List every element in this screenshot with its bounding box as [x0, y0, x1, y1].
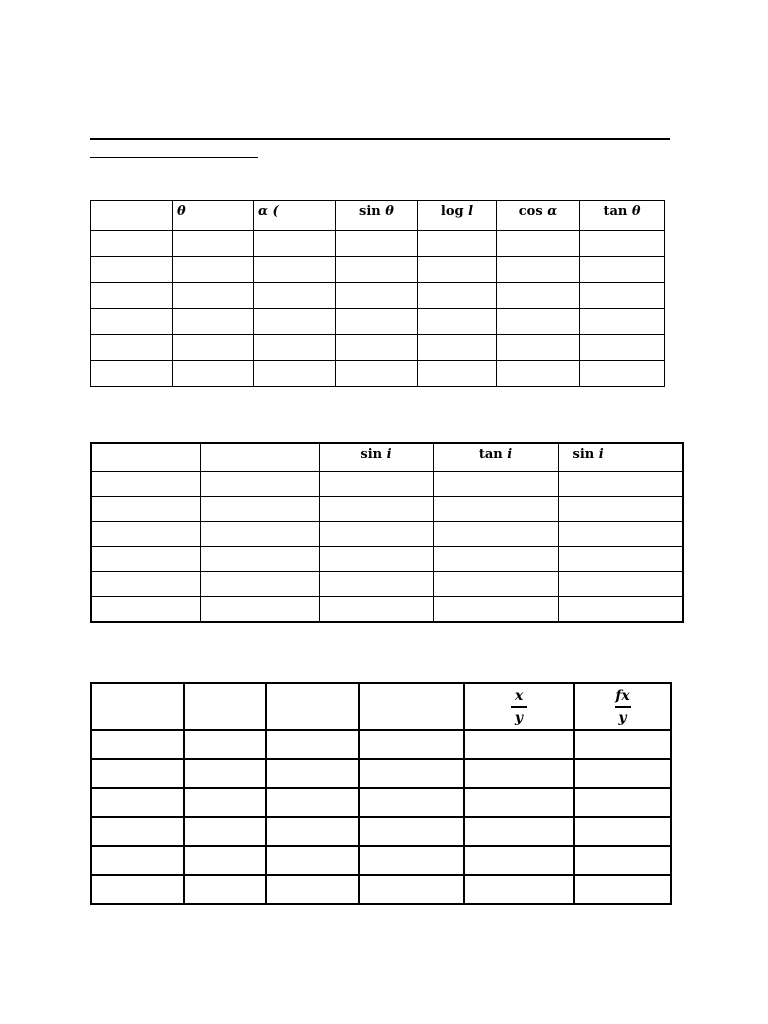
table-cell[interactable]	[433, 472, 558, 497]
table-cell[interactable]	[184, 817, 266, 846]
fraction-denominator: y	[514, 709, 524, 726]
table-cell[interactable]	[91, 759, 184, 788]
table-cell[interactable]	[558, 522, 683, 547]
table-cell[interactable]	[580, 309, 665, 335]
table-cell[interactable]	[464, 875, 574, 904]
table-cell[interactable]	[173, 231, 254, 257]
table-cell[interactable]	[574, 788, 671, 817]
header-cell-x-over-y	[464, 683, 574, 730]
table-cell[interactable]	[184, 730, 266, 759]
table-cell[interactable]	[266, 875, 359, 904]
table-cell[interactable]	[266, 817, 359, 846]
table-cell[interactable]	[464, 759, 574, 788]
table-cell[interactable]	[359, 875, 464, 904]
header-var: α	[547, 204, 558, 219]
table-cell[interactable]	[464, 788, 574, 817]
header-cell-1	[91, 443, 200, 472]
table-row	[91, 522, 683, 547]
table-cell[interactable]	[433, 597, 558, 623]
table-header-row	[91, 683, 671, 730]
table-cell[interactable]	[91, 283, 173, 309]
header-fn: sin	[359, 204, 386, 219]
header-cell-tan-theta	[580, 201, 665, 231]
fraction-numerator: x	[514, 688, 524, 704]
header-cell-sin-i	[319, 443, 433, 472]
incidence-data-table	[90, 442, 684, 623]
table-cell[interactable]	[580, 231, 665, 257]
table-row	[91, 788, 671, 817]
table-cell[interactable]	[91, 257, 173, 283]
table-cell[interactable]	[184, 875, 266, 904]
table-cell[interactable]	[184, 846, 266, 875]
table-cell[interactable]	[91, 231, 173, 257]
fraction	[615, 688, 631, 726]
table-cell[interactable]	[184, 788, 266, 817]
table-cell[interactable]	[558, 547, 683, 572]
header-var: i	[386, 447, 392, 462]
top-rule	[90, 138, 670, 140]
table-row	[91, 547, 683, 572]
table-cell[interactable]	[200, 472, 319, 497]
header-cell-1	[91, 683, 184, 730]
table-header-row	[91, 443, 683, 472]
table-cell[interactable]	[173, 283, 254, 309]
table-cell[interactable]	[580, 283, 665, 309]
table-cell[interactable]	[464, 730, 574, 759]
table-row	[91, 231, 665, 257]
header-cell-sin-i-2	[558, 443, 683, 472]
table-cell[interactable]	[319, 597, 433, 623]
header-fn: tan	[603, 204, 632, 219]
table-cell[interactable]	[91, 597, 200, 623]
table-cell[interactable]	[254, 283, 336, 309]
header-cell-4	[359, 683, 464, 730]
header-var: θ	[631, 204, 641, 219]
table-cell[interactable]	[173, 257, 254, 283]
table-cell[interactable]	[200, 597, 319, 623]
table-cell[interactable]	[574, 817, 671, 846]
table-cell[interactable]	[574, 730, 671, 759]
table-cell[interactable]	[91, 472, 200, 497]
table-cell[interactable]	[91, 730, 184, 759]
header-cell-2	[200, 443, 319, 472]
table-cell[interactable]	[574, 846, 671, 875]
table-cell[interactable]	[574, 875, 671, 904]
table-cell[interactable]	[418, 283, 497, 309]
table-cell[interactable]	[184, 759, 266, 788]
table-cell[interactable]	[359, 788, 464, 817]
header-var: l	[468, 204, 474, 219]
table-row	[91, 875, 671, 904]
table-cell[interactable]	[359, 759, 464, 788]
table-cell[interactable]	[200, 497, 319, 522]
table-row	[91, 309, 665, 335]
table-cell[interactable]	[580, 335, 665, 361]
table-row	[91, 572, 683, 597]
table-cell[interactable]	[91, 361, 173, 387]
table-row	[91, 257, 665, 283]
table-cell[interactable]	[336, 257, 418, 283]
fraction-denominator: y	[618, 709, 627, 726]
table-cell[interactable]	[558, 597, 683, 623]
table-cell[interactable]	[558, 572, 683, 597]
table-cell[interactable]	[200, 572, 319, 597]
table-cell[interactable]	[433, 522, 558, 547]
header-cell-alpha	[254, 201, 336, 231]
table-cell[interactable]	[359, 730, 464, 759]
table-cell[interactable]	[173, 309, 254, 335]
table-cell[interactable]	[433, 497, 558, 522]
table-cell[interactable]	[497, 283, 580, 309]
table-cell[interactable]	[200, 547, 319, 572]
table-cell[interactable]	[254, 361, 336, 387]
header-var: α (	[258, 204, 279, 219]
header-var: i	[598, 447, 604, 462]
table-cell[interactable]	[336, 309, 418, 335]
header-cell-sin-theta	[336, 201, 418, 231]
header-cell-cos-alpha	[497, 201, 580, 231]
header-cell-2	[184, 683, 266, 730]
table-cell[interactable]	[319, 472, 433, 497]
table-header-row	[91, 201, 665, 231]
header-cell-3	[266, 683, 359, 730]
table-cell[interactable]	[200, 522, 319, 547]
table-cell[interactable]	[418, 335, 497, 361]
header-var: θ	[177, 204, 186, 219]
table-cell[interactable]	[359, 846, 464, 875]
header-cell-theta	[173, 201, 254, 231]
table-cell[interactable]	[558, 472, 683, 497]
header-fn: tan	[478, 447, 508, 462]
table-cell[interactable]	[91, 335, 173, 361]
table-cell[interactable]	[574, 759, 671, 788]
table-cell[interactable]	[254, 335, 336, 361]
table-cell[interactable]	[497, 309, 580, 335]
table-cell[interactable]	[91, 547, 200, 572]
table-row	[91, 497, 683, 522]
table-cell[interactable]	[91, 817, 184, 846]
table-row	[91, 817, 671, 846]
table-cell[interactable]	[254, 231, 336, 257]
fraction-bar	[615, 706, 631, 708]
table-cell[interactable]	[173, 361, 254, 387]
table-row	[91, 283, 665, 309]
header-var: θ	[385, 204, 394, 219]
table-row	[91, 759, 671, 788]
table-cell[interactable]	[336, 231, 418, 257]
table-cell[interactable]	[91, 309, 173, 335]
short-rule	[90, 157, 258, 158]
table-cell[interactable]	[497, 257, 580, 283]
table-cell[interactable]	[266, 788, 359, 817]
table-cell[interactable]	[319, 547, 433, 572]
header-cell-log-l	[418, 201, 497, 231]
table-cell[interactable]	[91, 522, 200, 547]
table-cell[interactable]	[580, 257, 665, 283]
table-row	[91, 472, 683, 497]
fraction-numerator: fx	[615, 688, 630, 704]
table-row	[91, 597, 683, 623]
table-cell[interactable]	[91, 572, 200, 597]
table-cell[interactable]	[266, 730, 359, 759]
table-cell[interactable]	[254, 309, 336, 335]
table-cell[interactable]	[266, 759, 359, 788]
table-cell[interactable]	[91, 497, 200, 522]
header-cell-1	[91, 201, 173, 231]
table-cell[interactable]	[91, 875, 184, 904]
table-cell[interactable]	[266, 846, 359, 875]
table-row	[91, 335, 665, 361]
fraction-bar	[511, 706, 527, 708]
ratio-data-table	[90, 682, 672, 905]
table-cell[interactable]	[418, 309, 497, 335]
table-cell[interactable]	[433, 572, 558, 597]
table-cell[interactable]	[319, 497, 433, 522]
table-cell[interactable]	[497, 335, 580, 361]
table-cell[interactable]	[173, 335, 254, 361]
table-cell[interactable]	[580, 361, 665, 387]
table-cell[interactable]	[319, 522, 433, 547]
table-cell[interactable]	[336, 335, 418, 361]
table-cell[interactable]	[418, 257, 497, 283]
table-cell[interactable]	[464, 846, 574, 875]
trig-data-table	[90, 200, 665, 387]
header-var: i	[507, 447, 513, 462]
table-cell[interactable]	[433, 547, 558, 572]
table-cell[interactable]	[91, 788, 184, 817]
table-cell[interactable]	[418, 231, 497, 257]
header-fn: cos	[518, 204, 548, 219]
table-row	[91, 846, 671, 875]
table-cell[interactable]	[464, 817, 574, 846]
table-cell[interactable]	[558, 497, 683, 522]
table-cell[interactable]	[336, 283, 418, 309]
table-cell[interactable]	[319, 572, 433, 597]
table-cell[interactable]	[91, 846, 184, 875]
header-fn: sin	[572, 447, 599, 462]
table-row	[91, 730, 671, 759]
table-cell[interactable]	[497, 361, 580, 387]
table-cell[interactable]	[336, 361, 418, 387]
table-cell[interactable]	[254, 257, 336, 283]
table-cell[interactable]	[359, 817, 464, 846]
table-row	[91, 361, 665, 387]
table-cell[interactable]	[418, 361, 497, 387]
header-cell-fx-over-y	[574, 683, 671, 730]
header-cell-tan-i	[433, 443, 558, 472]
fraction	[511, 688, 527, 726]
table-cell[interactable]	[497, 231, 580, 257]
header-fn: sin	[360, 447, 387, 462]
header-fn: log	[440, 204, 469, 219]
